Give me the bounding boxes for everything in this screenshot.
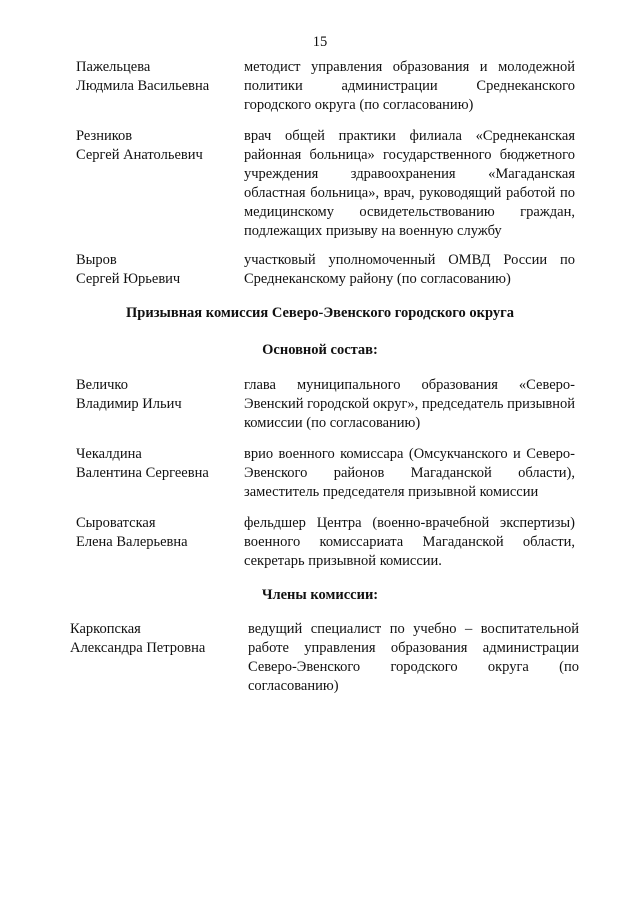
member-surname: Каркопская xyxy=(70,621,141,637)
member-role: фельдшер Центра (военно-врачебной экспертизы) военного комиссариата Магаданской области, секретарь призывной комиссии. xyxy=(244,515,575,569)
member-role: врач общей практики филиала «Среднеканская районная больница» государственного бюджетного учреждения здравоохранения «Магаданская областная больница», врач, руководящий работой по медицинскому освидетельствованию граждан, подлежащих призыву на военную службу xyxy=(244,128,575,239)
member-name xyxy=(76,445,236,483)
member-given-names: Сергей Юрьевич xyxy=(76,271,181,287)
member-given-names: Владимир Ильич xyxy=(76,396,182,412)
commission-members-heading: Члены комиссии: xyxy=(261,587,379,603)
member-surname: Чекалдина xyxy=(76,446,142,462)
member-name xyxy=(76,58,236,96)
member-role: глава муниципального образования «Северо-Эвенский городской округ», председатель призывной комиссии (по согласованию) xyxy=(244,377,575,431)
member-role: ведущий специалист по учебно – воспитательной работе управления образования администрации Северо-Эвенского городского округа (по согласованию) xyxy=(248,621,579,694)
member-name xyxy=(76,127,236,165)
member-surname: Величко xyxy=(76,377,128,393)
member-name xyxy=(76,376,236,414)
member-name xyxy=(76,251,236,289)
member-surname: Пажельцева xyxy=(76,59,151,75)
member-surname: Выров xyxy=(76,252,117,268)
member-given-names: Александра Петровна xyxy=(70,640,206,656)
member-given-names: Елена Валерьевна xyxy=(76,534,188,550)
page-number: 15 xyxy=(312,34,328,50)
member-given-names: Сергей Анатольевич xyxy=(76,147,203,163)
member-name xyxy=(70,620,230,658)
member-given-names: Людмила Васильевна xyxy=(76,78,210,94)
main-composition-heading: Основной состав: xyxy=(262,342,378,358)
member-role: методист управления образования и молодежной политики администрации Среднеканского городского округа (по согласованию) xyxy=(244,59,575,113)
member-name xyxy=(76,514,236,552)
member-surname: Резников xyxy=(76,128,133,144)
member-given-names: Валентина Сергеевна xyxy=(76,465,209,481)
commission-heading: Призывная комиссия Северо-Эвенского городского округа xyxy=(126,305,514,321)
member-surname: Сыроватская xyxy=(76,515,156,531)
member-role: участковый уполномоченный ОМВД России по Среднеканскому району (по согласованию) xyxy=(244,252,575,287)
member-role: врио военного комиссара (Омсукчанского и Северо-Эвенского районов Магаданской области), заместитель председателя призывной комиссии xyxy=(244,446,575,500)
